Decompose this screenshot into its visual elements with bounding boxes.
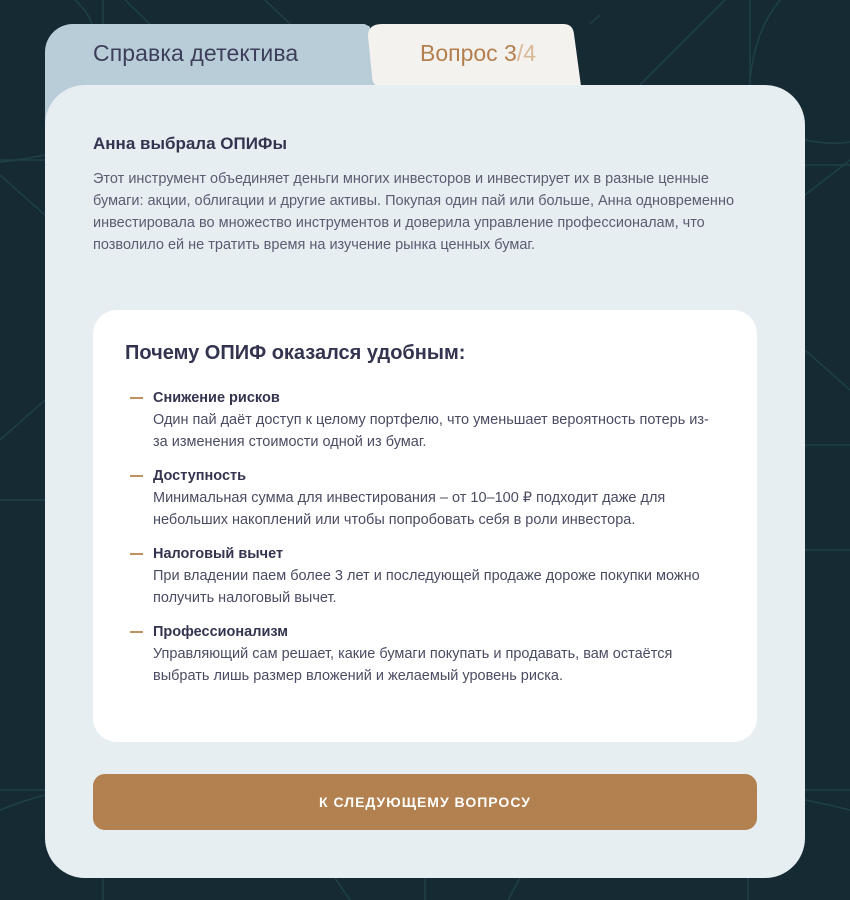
benefit-item: [130, 543, 730, 609]
benefit-item: [130, 621, 730, 687]
question-total: 4: [523, 40, 537, 66]
dash-bullet-icon: [130, 475, 143, 477]
benefit-title: Доступность: [153, 468, 247, 484]
benefit-text: При владении паем более 3 лет и последующей продаже дороже покупки можно получить налоговый вычет.: [153, 568, 700, 606]
benefits-title: Почему ОПИФ оказался удобным:: [125, 342, 466, 364]
tab-question-label[interactable]: [420, 40, 536, 67]
intro-text: Этот инструмент объединяет деньги многих инвесторов и инвестирует их в разные ценные бумаги: акции, облигации и другие активы. Покупая один пай или больше, Анна одновременно инвестировала во множество инструментов и доверила управление профессионалам, что позволило ей не тратить время на изучение рынка ценных бумаг.: [93, 171, 735, 253]
benefit-text: Минимальная сумма для инвестирования – от 10–100 ₽ подходит даже для небольших накоплений или чтобы попробовать себя в роли инвестора.: [153, 490, 666, 528]
next-question-button[interactable]: К СЛЕДУЮЩЕМУ ВОПРОСУ: [93, 774, 757, 830]
dash-bullet-icon: [130, 397, 143, 399]
benefit-title: Налоговый вычет: [153, 546, 284, 562]
benefit-text: Управляющий сам решает, какие бумаги покупать и продавать, вам остаётся выбрать лишь размер вложений и желаемый уровень риска.: [153, 646, 673, 684]
benefit-title: Снижение рисков: [153, 390, 280, 406]
intro-title: Анна выбрала ОПИФы: [93, 134, 287, 153]
benefit-item: [130, 465, 730, 531]
question-current: Вопрос 3: [420, 40, 517, 66]
benefit-text: Один пай даёт доступ к целому портфелю, что уменьшает вероятность потерь из-за изменения стоимости одной из бумаг.: [153, 412, 709, 450]
benefit-title: Профессионализм: [153, 624, 288, 640]
dash-bullet-icon: [130, 631, 143, 633]
question-separator: /: [516, 40, 524, 66]
benefit-item: [130, 387, 730, 453]
tab-detective-reference-label[interactable]: Справка детектива: [93, 40, 299, 66]
dash-bullet-icon: [130, 553, 143, 555]
benefits-list: [130, 387, 730, 699]
